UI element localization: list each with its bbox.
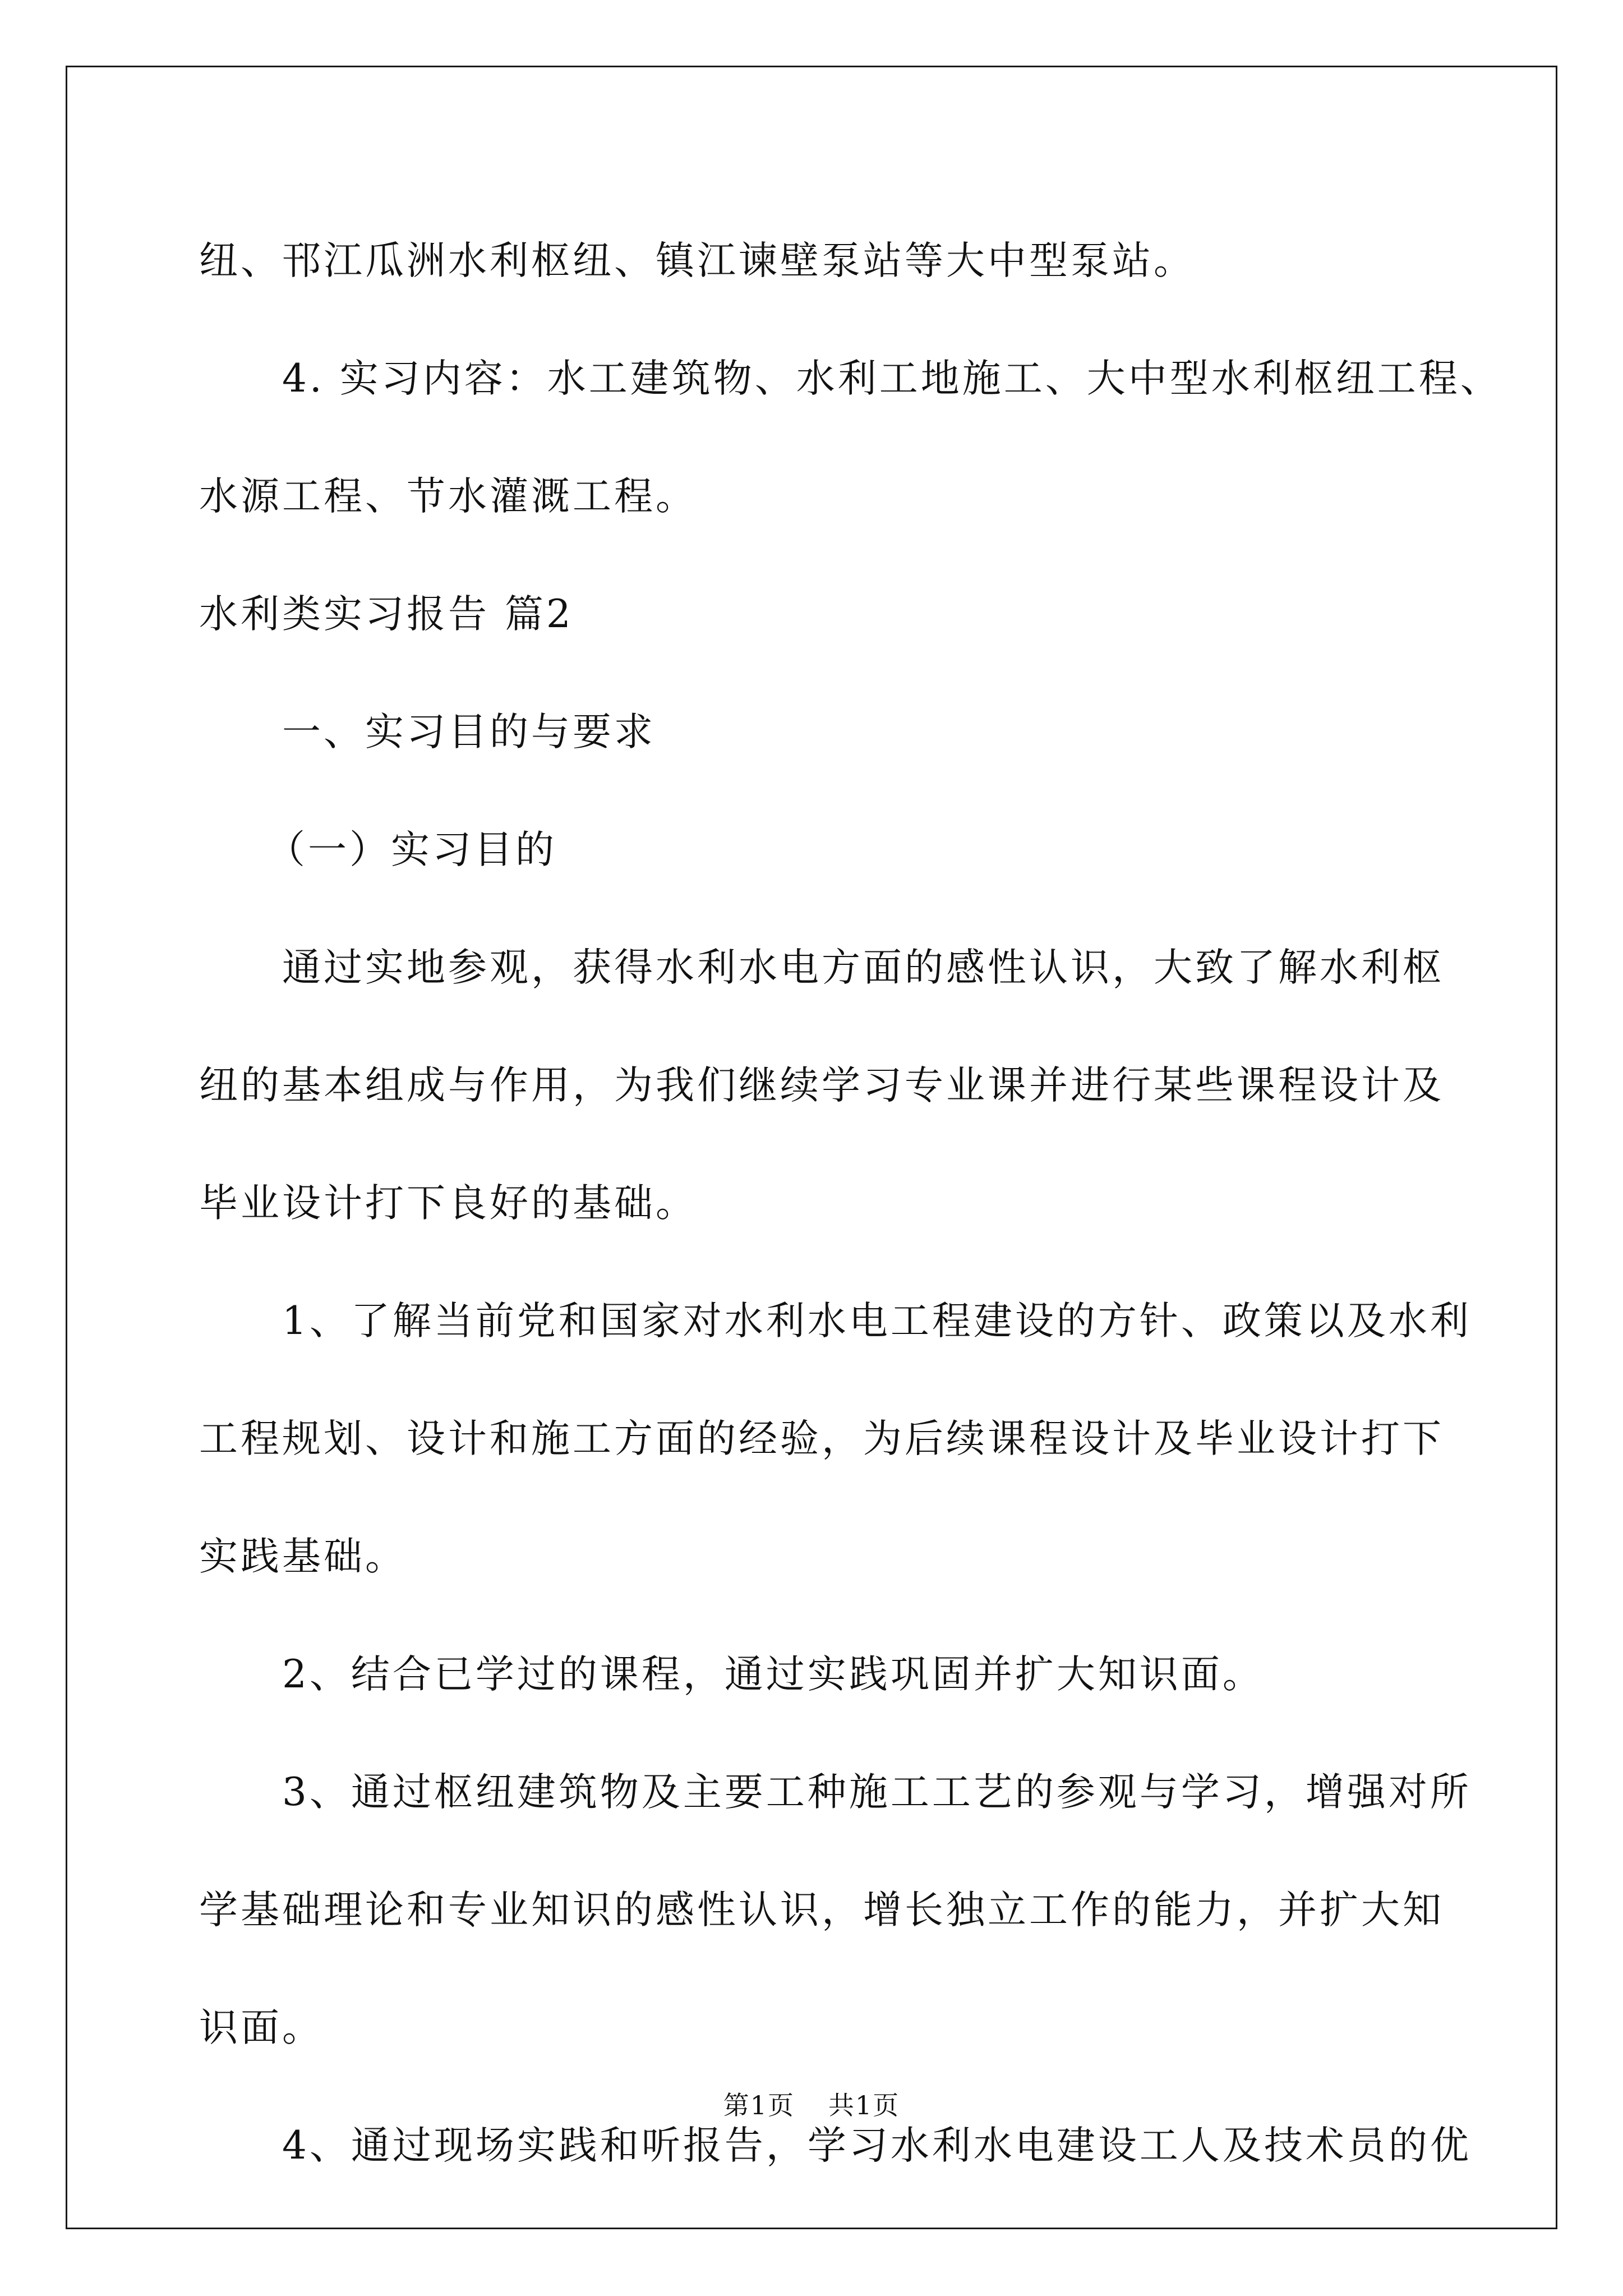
heading-level-2: （一）实习目的 xyxy=(266,827,557,872)
paragraph-line: 通过实地参观，获得水利水电方面的感性认识，大致了解水利枢 xyxy=(282,945,1444,990)
paragraph-line: 学基础理论和专业知识的感性认识，增长独立工作的能力，并扩大知 xyxy=(199,1888,1444,1932)
paragraph-line: 工程规划、设计和施工方面的经验，为后续课程设计及毕业设计打下 xyxy=(199,1416,1444,1461)
heading-level-1: 一、实习目的与要求 xyxy=(282,710,656,754)
page-number-current: 第1页 xyxy=(723,2090,795,2120)
section-title: 水利类实习报告 篇2 xyxy=(199,592,574,637)
paragraph-line: 1、了解当前党和国家对水利水电工程建设的方针、政策以及水利 xyxy=(282,1299,1472,1343)
paragraph-line: 2、结合已学过的课程，通过实践巩固并扩大知识面。 xyxy=(282,1652,1264,1697)
paragraph-line: 纽、邗江瓜洲水利枢纽、镇江谏壁泵站等大中型泵站。 xyxy=(199,238,1195,283)
paragraph-line: 纽的基本组成与作用，为我们继续学习专业课并进行某些课程设计及 xyxy=(199,1063,1444,1108)
paragraph-line: 识面。 xyxy=(199,2005,324,2050)
page-footer xyxy=(0,2085,1623,2122)
paragraph-line: 4. 实习内容：水工建筑物、水利工地施工、大中型水利枢纽工程、 xyxy=(282,356,1502,401)
paragraph-line: 水源工程、节水灌溉工程。 xyxy=(199,474,697,519)
paragraph-line: 4、通过现场实践和听报告，学习水利水电建设工人及技术员的优 xyxy=(282,2123,1472,2168)
paragraph-line: 实践基础。 xyxy=(199,1534,407,1579)
page-number-total: 共1页 xyxy=(828,2090,900,2120)
paragraph-line: 毕业设计打下良好的基础。 xyxy=(199,1181,697,1226)
paragraph-line: 3、通过枢纽建筑物及主要工种施工工艺的参观与学习，增强对所 xyxy=(282,1770,1472,1815)
document-body xyxy=(199,202,1502,2205)
